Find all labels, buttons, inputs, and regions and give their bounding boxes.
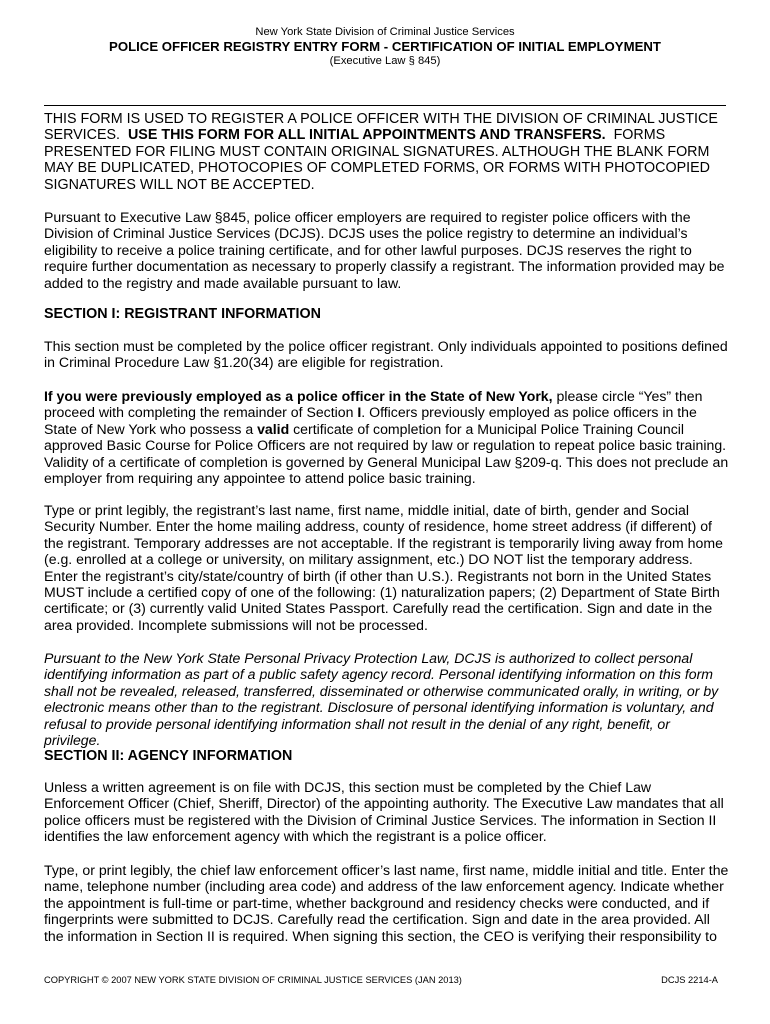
section-2-text-1: Unless a written agreement is on file with DCJS, this section must be completed by the Chief Law Enforcement Officer (Chief, Sheriff, Director) of the appointing authority. The Executive Law mandates that all police officers must be registered with the Division of Criminal Justice Services. The information in Section II identifies the law enforcement agency with which the registrant is a police officer. (44, 779, 724, 845)
privacy-text: Pursuant to the New York State Personal Privacy Protection Law, DCJS is authorized to collect personal identifying information as part of a public safety agency record. Personal identifying information on this form shall not be revealed, released, transferred, disseminated or otherwise communicated orally, in writing, or by electronic means other than to the registrant. Disclosure of personal identifying information is voluntary, and refusal to provide personal identifying information shall not result in the denial of any right, benefit, or privilege. (44, 650, 719, 749)
form-title: POLICE OFFICER REGISTRY ENTRY FORM - CERTIFICATION OF INITIAL EMPLOYMENT (109, 39, 661, 54)
section-1-heading: SECTION I: REGISTRANT INFORMATION (44, 306, 321, 322)
section-1-paragraph-1 (44, 338, 730, 371)
section-2-paragraph-1 (44, 779, 730, 845)
intro-text-bold: USE THIS FORM FOR ALL INITIAL APPOINTMENTS AND TRANSFERS. (127, 127, 606, 144)
privacy-notice (44, 650, 730, 748)
section-1-paragraph-3 (44, 502, 730, 633)
copyright-footer: COPYRIGHT © 2007 NEW YORK STATE DIVISION OF CRIMINAL JUSTICE SERVICES (JAN 2013) (44, 975, 462, 985)
intro-text-c: FORMS PRESENTED FOR FILING MUST CONTAIN ORIGINAL SIGNATURES. ALTHOUGH THE BLANK FORM MAY BE DUPLICATED, PHOTOCOPIES OF COMPLETED FORMS, OR FORMS WITH PHOTOCOPIED SIGNATURES WILL NOT BE ACCEPTED. (44, 127, 710, 193)
section-2-heading: SECTION II: AGENCY INFORMATION (44, 748, 293, 764)
section-roman-numeral: I (357, 404, 362, 421)
previous-employment-lead: If you were previously employed as a police officer in the State of New York, (44, 388, 553, 404)
section-1-text-3: Type or print legibly, the registrant’s last name, first name, middle initial, date of birth, gender and Social Security Number. Enter the home mailing address, county of residence, home street address (if different) of the registrant. Temporary addresses are not acceptable. If the registrant is temporarily living away from home (e.g. enrolled at a college or university, on military assignment, etc.) DO NOT list the temporary address. Enter the registrant’s city/state/country of birth (if other than U.S.). Registrants not born in the United States MUST include a certified copy of one of the following: (1) naturalization papers; (2) Department of State Birth certificate; or (3) currently valid United States Passport. Carefully read the certification. Sign and date in the area provided. Incomplete submissions will not be processed. (44, 502, 723, 633)
intro-notice (44, 111, 730, 193)
agency-name: New York State Division of Criminal Justice Services (255, 26, 515, 38)
section-1-paragraph-2 (44, 388, 730, 486)
valid-emphasis: valid (257, 420, 290, 437)
previous-employment-text-b: . Officers previously employed as police officers in the State of New York who possess a (44, 404, 697, 437)
law-reference: (Executive Law § 845) (329, 55, 441, 67)
section-2-paragraph-2 (44, 862, 730, 944)
previous-employment-text-a: please circle “Yes” then proceed with completing the remainder of Section (44, 388, 703, 421)
header-divider (44, 105, 726, 106)
intro-text-a: THIS FORM IS USED TO REGISTER A POLICE OFFICER WITH THE DIVISION OF CRIMINAL JUSTICE SERVICES. (44, 111, 718, 144)
purpose-text: Pursuant to Executive Law §845, police officer employers are required to register police officers with the Division of Criminal Justice Services (DCJS). DCJS uses the police registry to determine an individual’s eligibility to receive a police training certificate, and for other lawful purposes. DCJS reserves the right to require further documentation as necessary to properly classify a registrant. The information provided may be added to the registry and made available pursuant to law. (44, 209, 725, 291)
section-2-text-2: Type, or print legibly, the chief law enforcement officer’s last name, first name, middle initial and title. Enter the name, telephone number (including area code) and address of the law enforcement agency. Indicate whether the appointment is full-time or part-time, whether background and residency checks were conducted, and if fingerprints were submitted to DCJS. Carefully read the certification. Sign and date in the area provided. All the information in Section II is required. When signing this section, the CEO is verifying their responsibility to (44, 862, 729, 944)
previous-employment-text-c: certificate of completion for a Municipal Police Training Council approved Basic Course for Police Officers are not required by law or regulation to repeat police basic training. Validity of a certificate of completion is governed by General Municipal Law §209-q. This does not preclude an employer from requiring any appointee to attend police basic training. (44, 420, 729, 487)
form-id-footer: DCJS 2214-A (661, 975, 718, 985)
section-1-text-1: This section must be completed by the police officer registrant. Only individuals appointed to positions defined in Criminal Procedure Law §1.20(34) are eligible for registration. (44, 338, 728, 371)
purpose-paragraph (44, 209, 730, 291)
